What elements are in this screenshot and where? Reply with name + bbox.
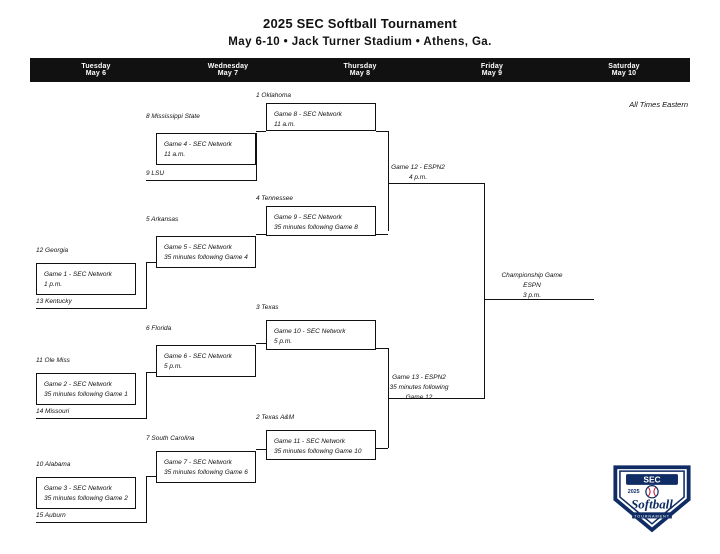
seed-7-south-carolina: 7 South Carolina: [146, 435, 195, 442]
seed-2-texas-am: 2 Texas A&M: [256, 414, 295, 421]
championship-line1: Championship Game: [501, 272, 563, 279]
connector-line: [376, 131, 388, 132]
game-5-line2: 35 minutes following Game 4: [164, 253, 248, 261]
game-5-box: [156, 236, 256, 268]
game-3-line2: 35 minutes following Game 2: [44, 494, 128, 502]
sec-softball-tournament-logo: [606, 452, 698, 536]
game-13-line2: 35 minutes following: [389, 384, 449, 392]
game-2-line1: Game 2 - SEC Network: [44, 381, 112, 388]
connector-line: [146, 372, 147, 419]
game-7-line2: 35 minutes following Game 6: [164, 468, 248, 476]
game-8-line1: Game 8 - SEC Network: [274, 111, 342, 118]
connector-line: [146, 476, 147, 523]
day-label: Saturday: [608, 62, 640, 70]
day-label: Thursday: [343, 62, 377, 70]
game-10-box: [266, 320, 376, 350]
game-6-box: [156, 345, 256, 377]
connector-line: [256, 234, 266, 235]
connector-line: [36, 522, 146, 523]
game-12-line2: 4 p.m.: [408, 174, 428, 182]
game-3-line1: Game 3 - SEC Network: [44, 485, 112, 492]
connector-line: [256, 343, 266, 344]
connector-line: [36, 308, 146, 309]
connector-line: [146, 180, 256, 181]
championship-block: [472, 271, 592, 301]
game-11-box: [266, 430, 376, 460]
connector-line: [256, 449, 266, 450]
connector-line: [36, 418, 146, 419]
seed-14-missouri: 14 Missouri: [36, 408, 70, 415]
connector-line: [146, 372, 156, 373]
connector-line: [484, 295, 485, 399]
connector-line: [146, 262, 156, 263]
game-10-line1: Game 10 - SEC Network: [274, 328, 346, 335]
day-date: May 7: [217, 70, 239, 77]
seed-8-mississippi-state: 8 Mississippi State: [146, 113, 200, 120]
game-4-box: [156, 133, 256, 165]
game-7-line1: Game 7 - SEC Network: [164, 459, 232, 466]
connector-line: [484, 299, 594, 300]
times-note: All Times Eastern: [629, 100, 688, 109]
game-4-line2: 11 a.m.: [164, 150, 186, 158]
game-10-line2: 5 p.m.: [274, 337, 293, 345]
game-5-line1: Game 5 - SEC Network: [164, 244, 232, 251]
day-label: Friday: [480, 62, 504, 70]
connector-line: [146, 262, 147, 309]
game-9-box: [266, 206, 376, 236]
game-3-box: [36, 477, 136, 509]
seed-12-georgia: 12 Georgia: [36, 247, 69, 254]
logo-sub-text: TOURNAMENT: [634, 514, 670, 519]
seed-5-arkansas: 5 Arkansas: [146, 216, 179, 223]
seed-13-kentucky: 13 Kentucky: [36, 298, 72, 305]
seed-11-ole-miss: 11 Ole Miss: [36, 357, 70, 364]
seed-10-alabama: 10 Alabama: [36, 461, 71, 468]
day-column-saturday: [558, 63, 690, 78]
day-column-thursday: [294, 63, 426, 78]
day-column-friday: [426, 63, 558, 78]
game-8-line2: 11 a.m.: [274, 120, 296, 128]
game-12-block: [363, 163, 473, 183]
day-header-bar: [30, 58, 690, 82]
game-7-box: [156, 451, 256, 483]
connector-line: [376, 234, 388, 235]
day-label: Wednesday: [207, 62, 249, 70]
game-1-line2: 1 p.m.: [44, 280, 63, 288]
day-date: May 10: [611, 70, 637, 77]
page-title: 2025 SEC Softball Tournament: [263, 16, 457, 31]
logo-main-text: Softball: [631, 496, 673, 512]
game-1-line1: Game 1 - SEC Network: [44, 271, 112, 278]
logo-year-text: 2025: [627, 489, 640, 496]
game-9-line2: 35 minutes following Game 8: [274, 223, 358, 231]
game-2-line2: 35 minutes following Game 1: [44, 390, 128, 398]
game-11-line2: 35 minutes following Game 10: [274, 447, 362, 455]
championship-line3: 3 p.m.: [522, 292, 542, 300]
championship-line2: ESPN: [523, 282, 541, 290]
connector-line: [388, 183, 484, 184]
day-date: May 8: [349, 70, 371, 77]
day-column-wednesday: [162, 63, 294, 78]
connector-line: [256, 133, 257, 181]
game-13-line1: Game 13 - ESPN2: [392, 374, 446, 381]
logo-sec-text: SEC: [643, 474, 661, 485]
game-4-line1: Game 4 - SEC Network: [164, 141, 232, 148]
game-1-box: [36, 263, 136, 295]
day-label: Tuesday: [81, 62, 111, 70]
game-12-line1: Game 12 - ESPN2: [391, 164, 445, 171]
seed-9-lsu: 9 LSU: [146, 170, 165, 177]
connector-line: [256, 234, 257, 235]
connector-line: [146, 476, 156, 477]
game-6-line2: 5 p.m.: [164, 362, 183, 370]
page-subtitle: May 6-10 • Jack Turner Stadium • Athens, Ga.: [228, 36, 492, 48]
seed-15-auburn: 15 Auburn: [36, 512, 66, 519]
seed-3-texas: 3 Texas: [256, 304, 279, 311]
seed-6-florida: 6 Florida: [146, 325, 172, 332]
game-11-line1: Game 11 - SEC Network: [274, 438, 346, 445]
seed-1-oklahoma: 1 Oklahoma: [256, 92, 292, 99]
game-9-line1: Game 9 - SEC Network: [274, 214, 342, 221]
seed-4-tennessee: 4 Tennessee: [256, 195, 293, 202]
game-8-box: [266, 103, 376, 131]
connector-line: [256, 131, 266, 132]
game-2-box: [36, 373, 136, 405]
day-date: May 9: [481, 70, 503, 77]
day-date: May 6: [85, 70, 107, 77]
connector-line: [376, 448, 388, 449]
day-column-tuesday: [30, 63, 162, 78]
connector-line: [388, 398, 484, 399]
game-6-line1: Game 6 - SEC Network: [164, 353, 232, 360]
connector-line: [376, 348, 388, 349]
